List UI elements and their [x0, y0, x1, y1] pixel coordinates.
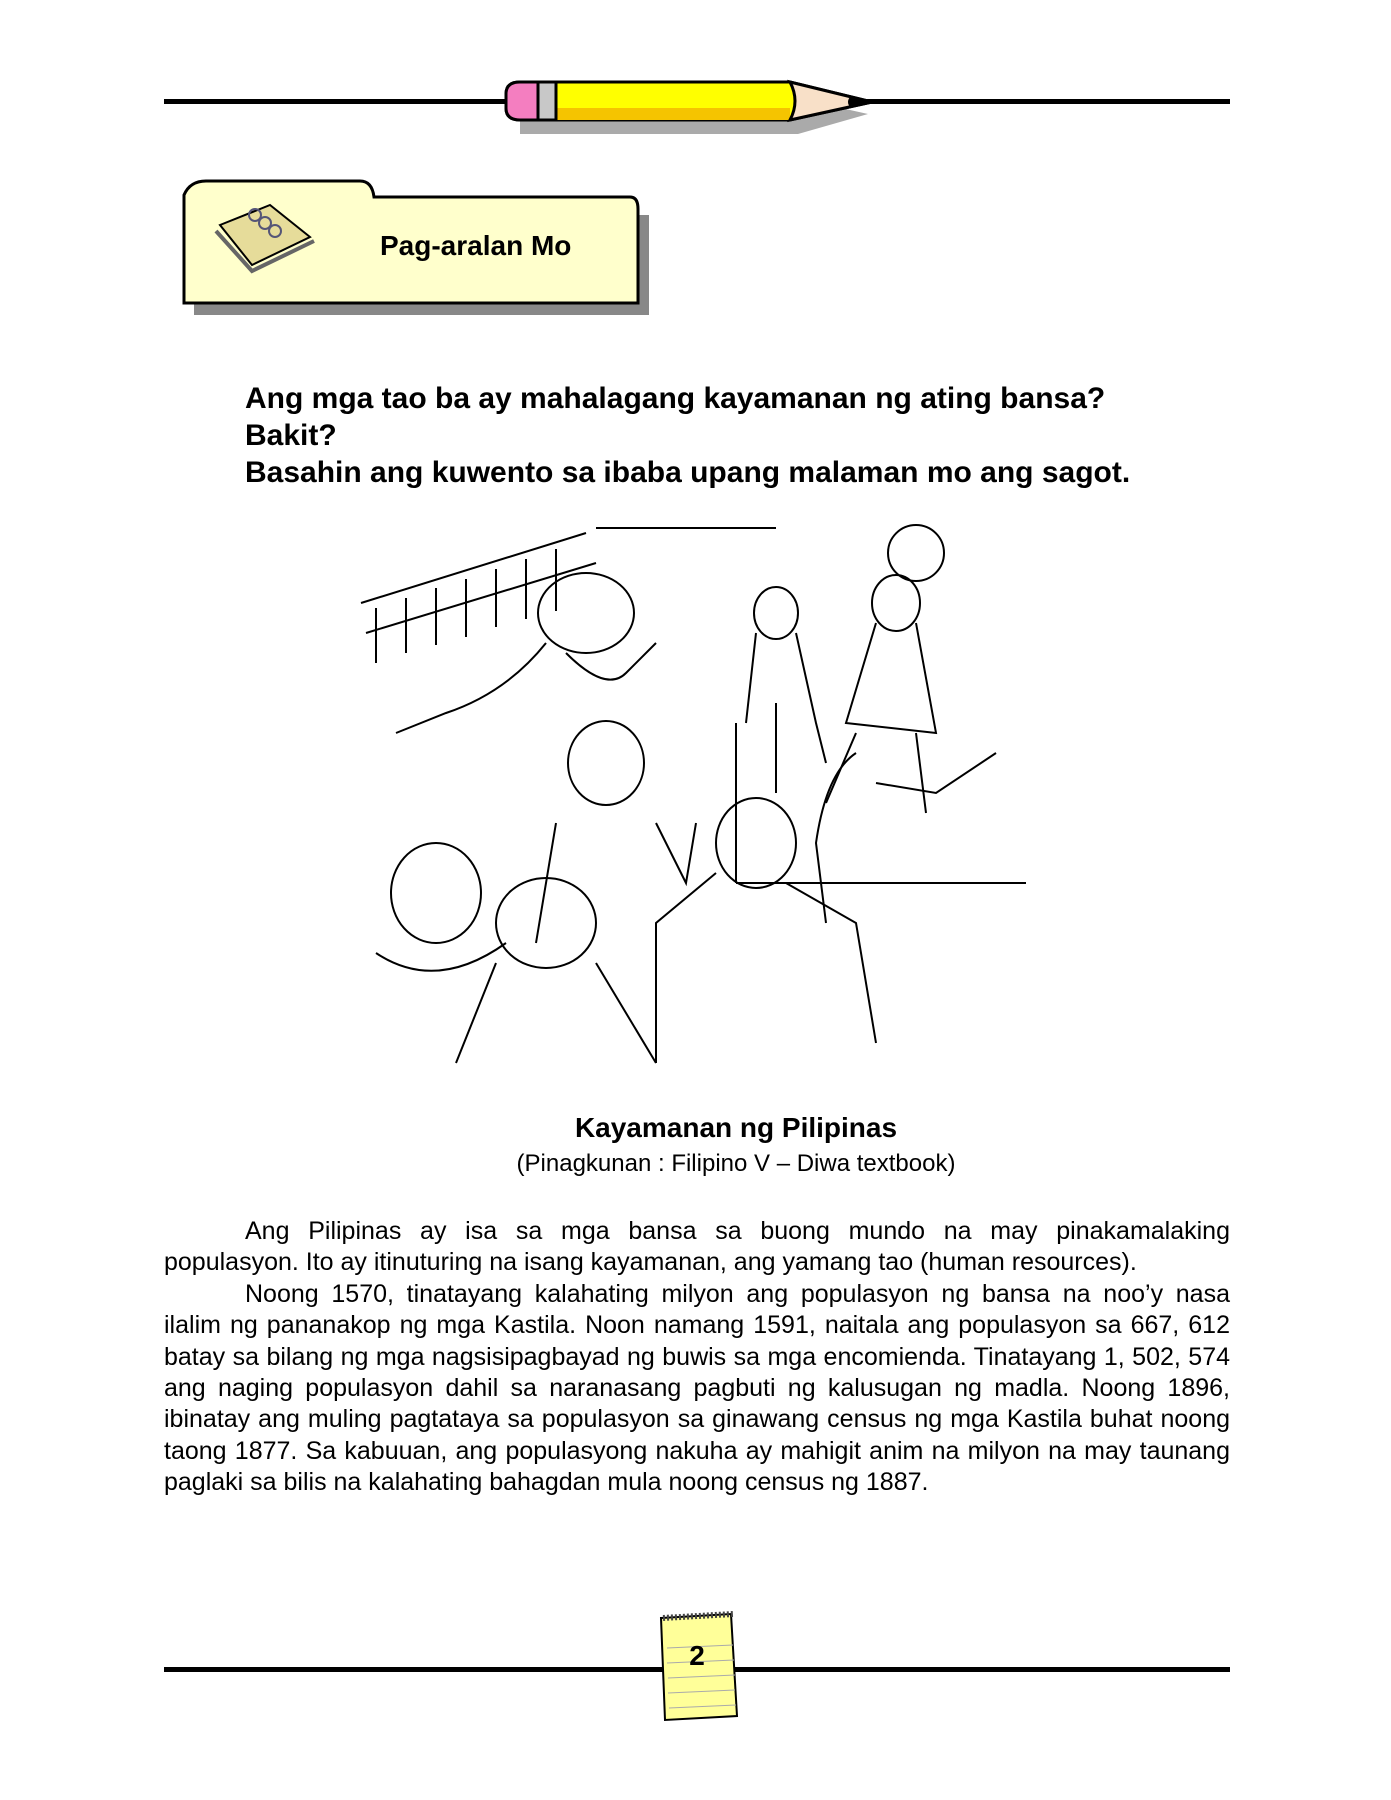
section-label: Pag-aralan Mo [380, 230, 572, 261]
pencil-icon [500, 78, 890, 134]
paragraph-1: Ang Pilipinas ay isa sa mga bansa sa buong mundo na may pinakamalaking populasyon. Ito ay itinuturing na isang kayamanan, ang yamang tao (human resources). [164, 1217, 1230, 1277]
guiding-questions [245, 380, 1130, 491]
paragraph-2: Noong 1570, tinatayang kalahating milyon ang populasyon ng bansa na noo’y nasa ilalim ng pananakop ng mga Kastila. Noon namang 1591, naitala ang populasyon sa 667, 612 batay sa bilang ng mga nagsisipagbayad ng buwis sa mga encomienda. Tinatayang 1, 502, 574 ang naging populasyon dahil sa naranasang pagbuti ng kalusugan ng madla. Noong 1896, ibinatay ang muling pagtataya sa populasyon sa ginawang census ng mga Kastila buhat noong taong 1877. Sa kabuuan, ang populasyong nakuha ay mahigit anim na milyon na may taunang paglaki sa bilis na kalahating bahagdan mula noong census ng 1887. [164, 1279, 1230, 1497]
story-body [164, 1216, 1230, 1499]
question-2: Bakit? [245, 419, 337, 452]
story-source: (Pinagkunan : Filipino V – Diwa textbook) [516, 1150, 956, 1177]
page-number: 2 [689, 1640, 705, 1671]
question-1: Ang mga tao ba ay mahalagang kayamanan ng ating bansa? [245, 382, 1106, 415]
story-title: Kayamanan ng Pilipinas [574, 1112, 898, 1143]
people-illustration [356, 523, 1026, 1073]
question-3: Basahin ang kuwento sa ibaba upang malaman mo ang sagot. [245, 456, 1131, 489]
